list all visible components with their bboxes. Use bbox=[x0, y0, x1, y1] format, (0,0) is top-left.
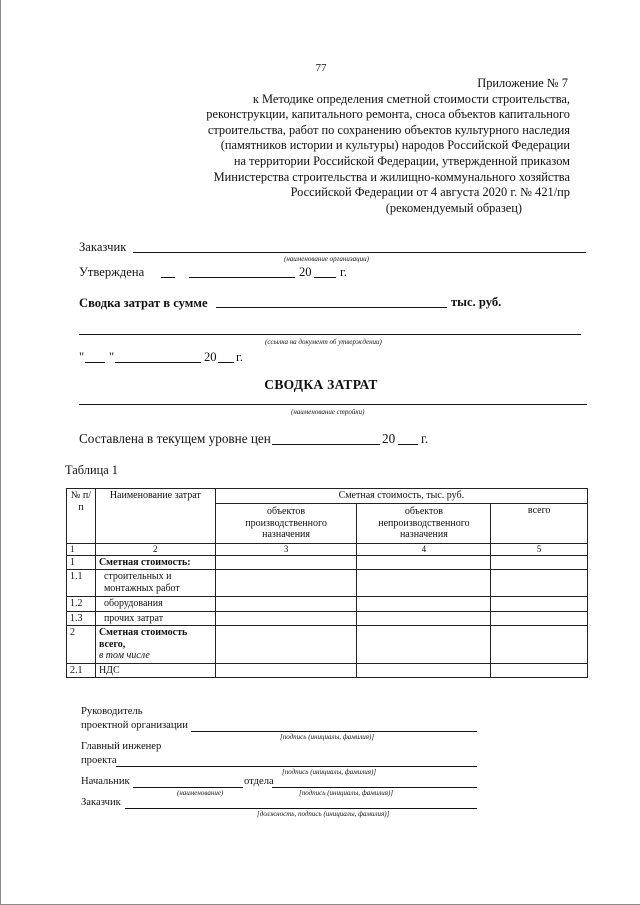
document-title: СВОДКА ЗАТРАТ bbox=[264, 377, 378, 392]
price-level-line[interactable] bbox=[272, 444, 380, 445]
value-cell[interactable] bbox=[215, 597, 357, 612]
appendix-line: Министерства строительства и жилищно-коммунального хозяйства bbox=[213, 169, 570, 184]
chief-label: Начальник bbox=[81, 776, 130, 787]
date-month-line[interactable] bbox=[115, 362, 201, 363]
col-number: 1 bbox=[67, 543, 96, 555]
value-cell[interactable] bbox=[357, 570, 491, 597]
approved-month-line[interactable] bbox=[189, 277, 295, 278]
row-num: 1.2 bbox=[67, 597, 96, 612]
appendix-recommended: (рекомендуемый образец) bbox=[385, 200, 522, 215]
column-number-row bbox=[67, 543, 588, 555]
summary-unit: тыс. руб. bbox=[451, 295, 502, 309]
value-cell[interactable] bbox=[357, 611, 491, 626]
col-num-header: № п/п bbox=[67, 489, 96, 544]
value-cell[interactable] bbox=[491, 611, 588, 626]
table-header-row bbox=[67, 489, 588, 504]
row-name: Сметная стоимость: bbox=[95, 555, 215, 570]
date-year-line[interactable] bbox=[218, 362, 234, 363]
col-number: 5 bbox=[491, 543, 588, 555]
head-hint: [подпись (инициалы, фамилия)] bbox=[280, 733, 375, 741]
chief-sign-hint: [подпись (инициалы, фамилия)] bbox=[299, 789, 394, 797]
customer-field-line[interactable] bbox=[133, 252, 586, 253]
value-cell[interactable] bbox=[357, 626, 491, 664]
head-label-2: проектной организации bbox=[81, 720, 188, 731]
appendix-title: Приложение № 7 bbox=[477, 76, 568, 90]
customer-sign-hint: [должность, подпись (инициалы, фамилия)] bbox=[257, 810, 390, 818]
date-day-line[interactable] bbox=[85, 362, 105, 363]
row-name: Сметная стоимость всего, bbox=[98, 627, 188, 650]
col-group-header: Сметная стоимость, тыс. руб. bbox=[215, 489, 587, 504]
row-num: 1.3 bbox=[67, 611, 96, 626]
value-cell[interactable] bbox=[215, 555, 357, 570]
value-cell[interactable] bbox=[215, 663, 357, 678]
value-cell[interactable] bbox=[357, 663, 491, 678]
table-row bbox=[67, 611, 588, 626]
row-subname: в том числе bbox=[98, 650, 150, 661]
chief-dept-label: отдела bbox=[244, 776, 274, 787]
appendix-line: (памятников истории и культуры) народов Российской Федерации bbox=[220, 138, 570, 153]
construction-hint: (наименование стройки) bbox=[291, 408, 365, 416]
table-row bbox=[67, 570, 588, 597]
price-level-label: Составлена в текущем уровне цен bbox=[79, 431, 271, 446]
date-quote-open: " bbox=[79, 350, 85, 364]
col-number: 3 bbox=[215, 543, 357, 555]
col-number: 2 bbox=[95, 543, 215, 555]
table-row bbox=[67, 555, 588, 570]
customer-signature-line[interactable] bbox=[125, 808, 477, 809]
date-year-suffix: г. bbox=[236, 350, 243, 364]
value-cell[interactable] bbox=[491, 570, 588, 597]
engineer-signature-line[interactable] bbox=[116, 766, 477, 767]
row-name: оборудования bbox=[95, 597, 215, 612]
value-cell[interactable] bbox=[215, 611, 357, 626]
date-year-prefix: 20 bbox=[204, 350, 217, 364]
col-prod-header: объектов производственного назначения bbox=[215, 504, 357, 544]
chief-dept-line[interactable] bbox=[133, 787, 243, 788]
summary-label: Сводка затрат в сумме bbox=[79, 296, 208, 310]
price-level-year-line[interactable] bbox=[398, 444, 418, 445]
head-label: Руководитель bbox=[81, 706, 143, 717]
value-cell[interactable] bbox=[357, 597, 491, 612]
row-num: 1 bbox=[67, 555, 96, 570]
appendix-line: строительства, работ по сохранению объектов культурного наследия bbox=[207, 122, 570, 137]
row-name: прочих затрат bbox=[95, 611, 215, 626]
row-name-cell bbox=[95, 626, 215, 664]
summary-sum-line[interactable] bbox=[216, 307, 447, 308]
construction-name-line[interactable] bbox=[79, 404, 587, 405]
appendix-block bbox=[150, 76, 570, 216]
chief-name-hint: (наименование) bbox=[177, 789, 224, 797]
value-cell[interactable] bbox=[491, 626, 588, 664]
engineer-hint: [подпись (инициалы, фамилия)] bbox=[282, 768, 377, 776]
table-row bbox=[67, 626, 588, 664]
appendix-line: Российской Федерации от 4 августа 2020 г. № 421/пр bbox=[290, 185, 570, 200]
col-name-header: Наименование затрат bbox=[95, 489, 215, 544]
col-number: 4 bbox=[357, 543, 491, 555]
value-cell[interactable] bbox=[491, 597, 588, 612]
engineer-label-2: проекта bbox=[81, 755, 117, 766]
row-num: 2.1 bbox=[67, 663, 96, 678]
col-total-header: всего bbox=[491, 504, 588, 544]
col-nonprod-header: объектов непроизводственного назначения bbox=[357, 504, 491, 544]
row-name: НДС bbox=[95, 663, 215, 678]
value-cell[interactable] bbox=[357, 555, 491, 570]
value-cell[interactable] bbox=[215, 626, 357, 664]
price-level-year-suffix: г. bbox=[421, 431, 429, 446]
price-level-year-prefix: 20 bbox=[382, 431, 396, 446]
table-row bbox=[67, 597, 588, 612]
row-num: 2 bbox=[67, 626, 96, 664]
appendix-line: к Методике определения сметной стоимости строительства, bbox=[252, 91, 570, 106]
appendix-line: реконструкции, капитального ремонта, сноса объектов капитального bbox=[206, 107, 570, 122]
table-label: Таблица 1 bbox=[65, 463, 118, 477]
page-number: 77 bbox=[315, 62, 327, 74]
approved-year-prefix: 20 bbox=[299, 265, 312, 279]
customer-label: Заказчик bbox=[79, 240, 127, 254]
row-name: строительных и монтажных работ bbox=[95, 570, 215, 597]
chief-signature-line[interactable] bbox=[272, 787, 477, 788]
value-cell[interactable] bbox=[491, 555, 588, 570]
date-quote-close: " bbox=[109, 350, 115, 364]
reference-hint: (ссылка на документ об утверждении) bbox=[265, 338, 382, 346]
row-num: 1.1 bbox=[67, 570, 96, 597]
head-signature-line[interactable] bbox=[191, 731, 477, 732]
appendix-line: на территории Российской Федерации, утвержденной приказом bbox=[233, 153, 570, 168]
cost-table bbox=[66, 488, 588, 678]
engineer-label: Главный инженер bbox=[81, 741, 162, 752]
approved-day-line[interactable] bbox=[161, 277, 175, 278]
value-cell[interactable] bbox=[491, 663, 588, 678]
approved-year-suffix: г. bbox=[340, 265, 347, 279]
customer-hint: (наименование организации) bbox=[284, 255, 369, 263]
value-cell[interactable] bbox=[215, 570, 357, 597]
approved-label: Утверждена bbox=[79, 265, 145, 279]
customer-sign-label: Заказчик bbox=[81, 797, 121, 808]
approved-year-line[interactable] bbox=[314, 277, 336, 278]
reference-line[interactable] bbox=[79, 334, 581, 335]
table-row bbox=[67, 663, 588, 678]
